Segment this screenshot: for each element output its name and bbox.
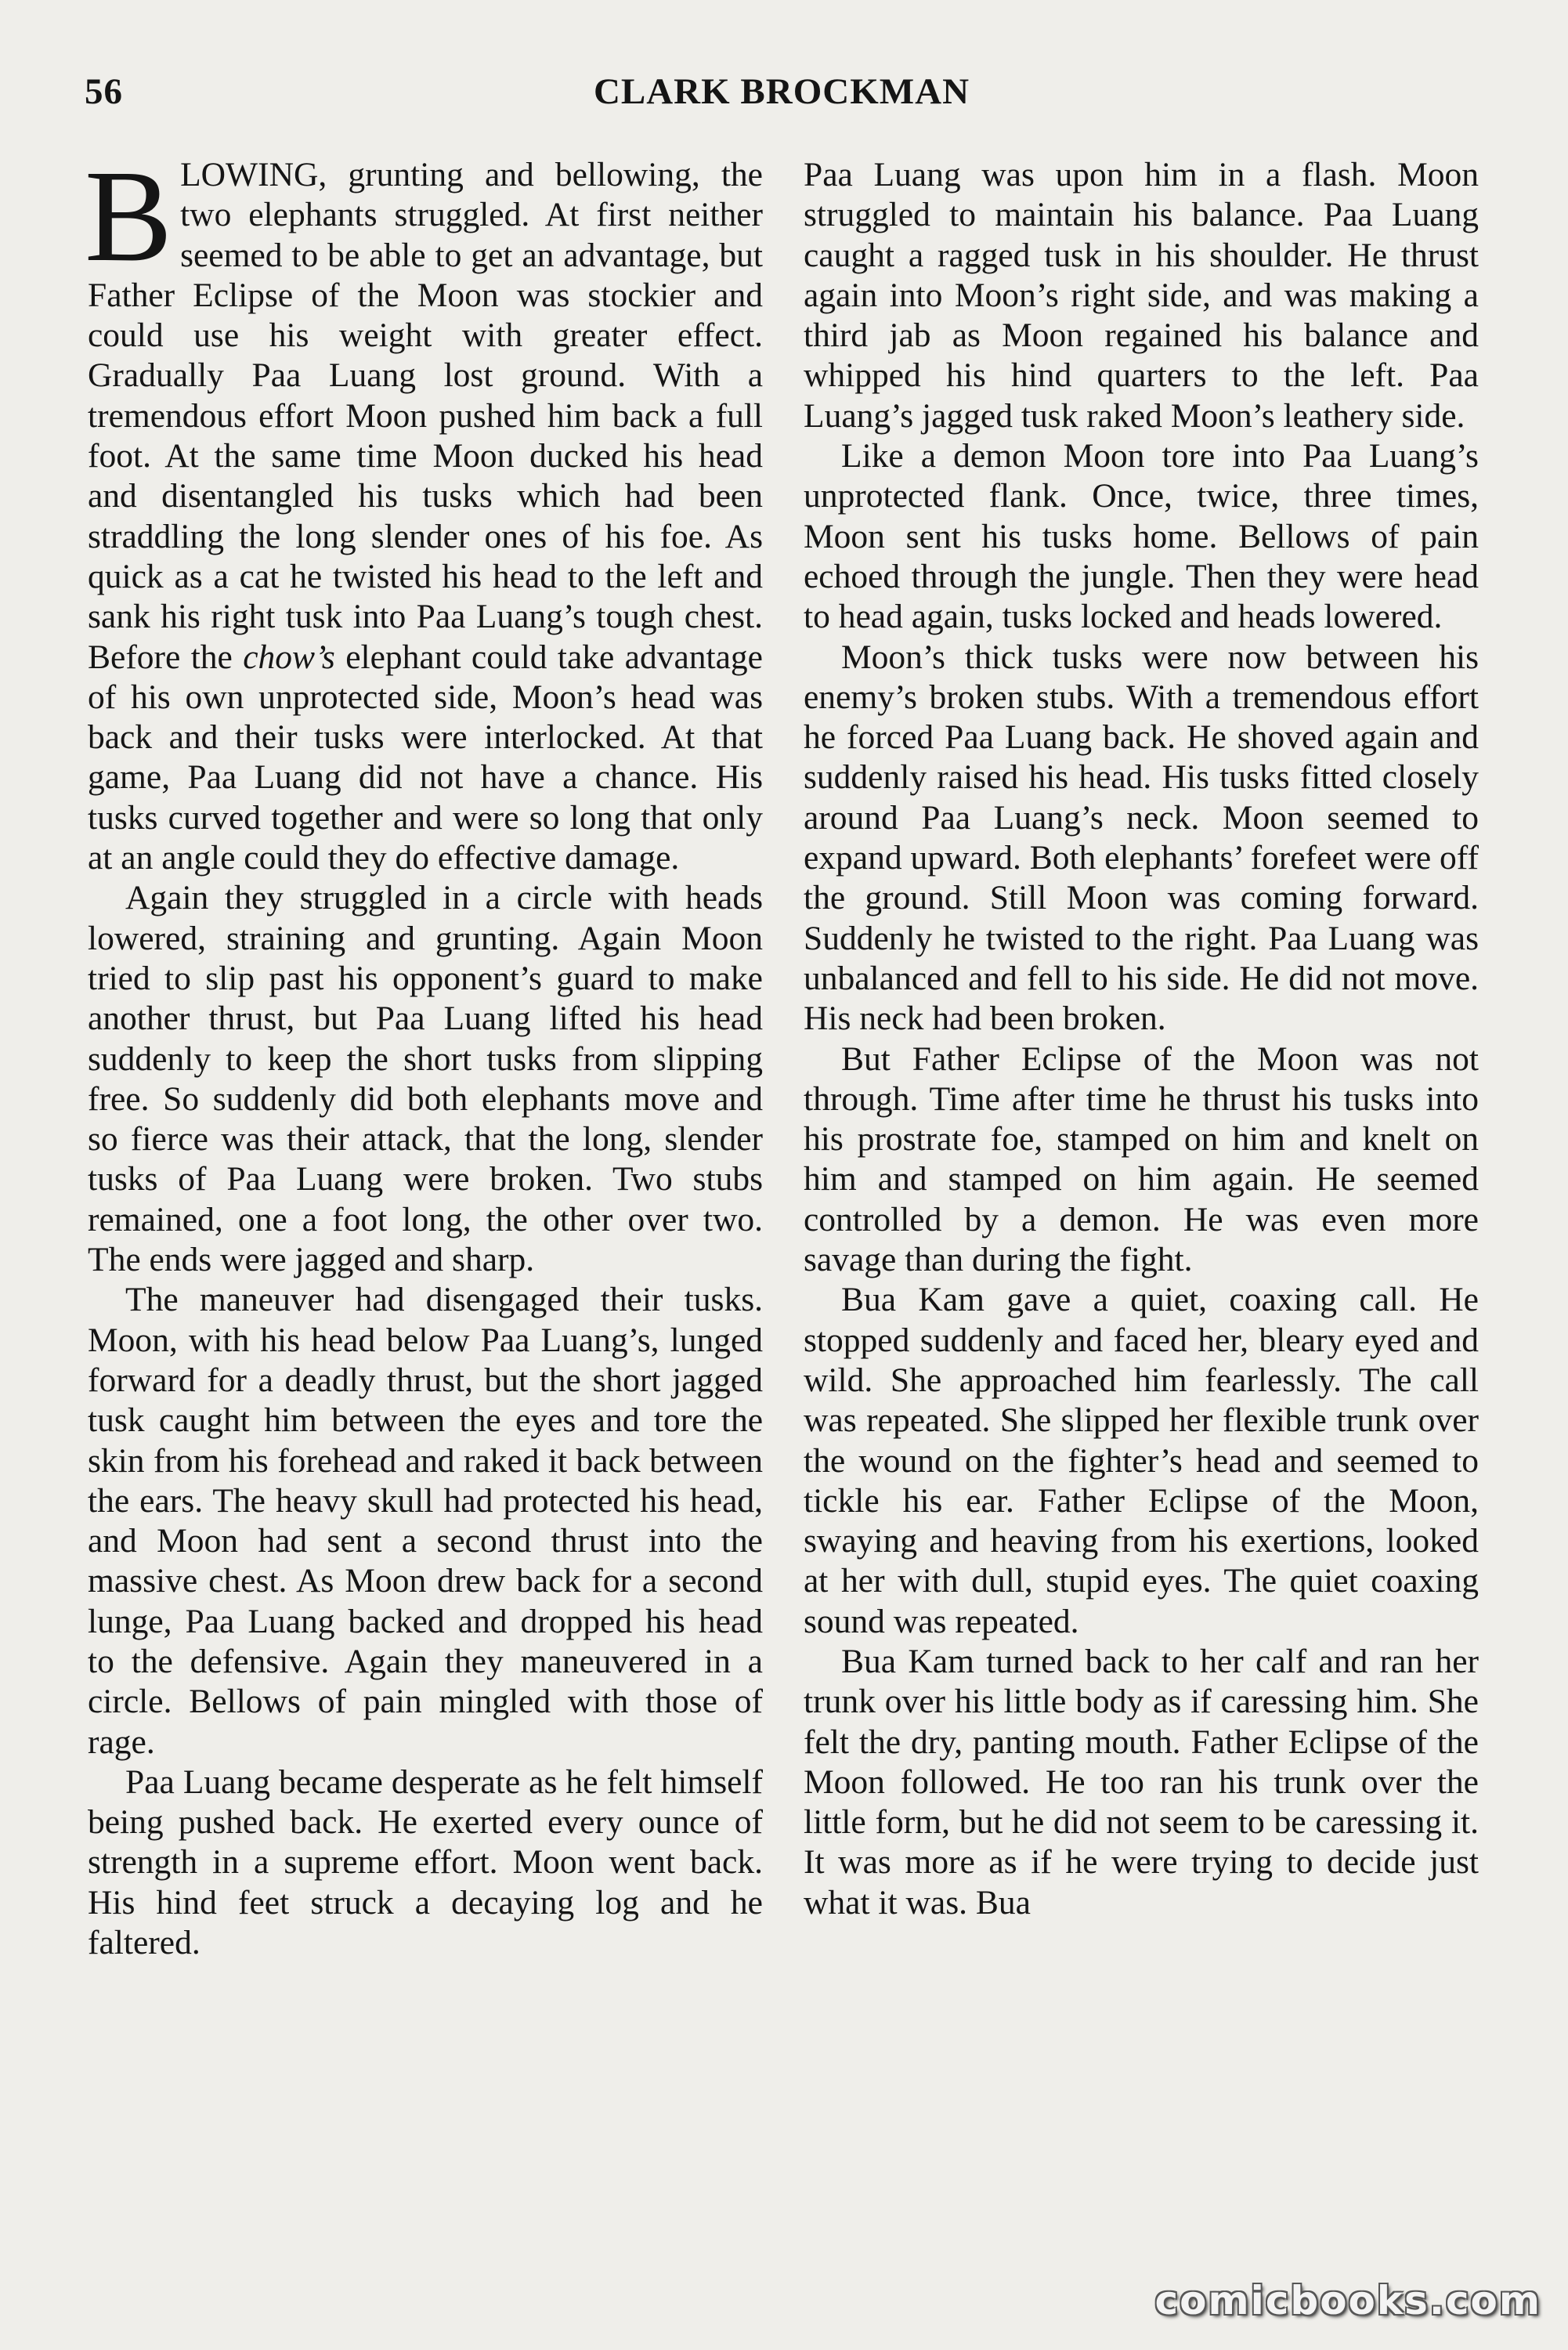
paragraph: Moon’s thick tusks were now between his enemy’s broken stubs. With a tremendous effort he forced Paa Luang back. He shoved again and suddenly raised his head. His tusks fitted closely around Paa Luang’s neck. Moon seemed to expand upward. Both elephants’ forefeet were off the ground. Still Moon was coming forward. Suddenly he twisted to the right. Paa Luang was unbalanced and fell to his side. He did not move. His neck had been broken. (804, 638, 1479, 1038)
page-number: 56 (85, 71, 123, 112)
drop-cap: B (85, 143, 173, 289)
paragraph: Paa Luang was upon him in a flash. Moon struggled to maintain his balance. Paa Luang caught a ragged tusk in his shoulder. He thrust again into Moon’s right side, and was making a third jab as Moon regained his balance and whipped his hind quarters to the left. Paa Luang’s jagged tusk raked Moon’s leathery side. (804, 156, 1479, 435)
italic-word: chow’s (243, 638, 335, 676)
paragraph: But Father Eclipse of the Moon was not through. Time after time he thrust his tusks into his prostrate foe, stamped on him and knelt on him and stamped on him again. He seemed controlled by a demon. He was even more savage than during the fight. (804, 1039, 1479, 1279)
paragraph: Paa Luang became desperate as he felt himself being pushed back. He exerted every ounce of strength in a supreme effort. Moon went back. His hind feet struck a decaying log and he faltered. (88, 1762, 763, 1962)
right-column (804, 155, 1479, 1923)
paragraph: Bua Kam gave a quiet, coaxing call. He stopped suddenly and faced her, bleary eyed and wild. She approached him fearlessly. The call was repeated. She slipped her flexible trunk over the wound on the fighter’s head and seemed to tickle his ear. Father Eclipse of the Moon, swaying and heaving from his exertions, looked at her with dull, stupid eyes. The quiet coaxing sound was repeated. (804, 1281, 1479, 1640)
page-header (85, 70, 1479, 125)
paragraph-text: LOWING, grunting and bellowing, the two elephants struggled. At first neither seemed to be able to get an advantage, but Father Eclipse of the Moon was stockier and could use his weight with greater effect. Gradually Paa Luang lost ground. With a tremendous effort Moon pushed him back a full foot. At the same time Moon ducked his head and disentangled his tusks which had been straddling the long slender ones of his foe. As quick as a cat he twisted his head to the left and sank his right tusk into Paa Luang’s tough chest. Before the (88, 156, 763, 676)
paragraph: Like a demon Moon tore into Paa Luang’s unprotected flank. Once, twice, three times, Moon sent his tusks home. Bellows of pain echoed through the jungle. Then they were head to head again, tusks locked and heads lowered. (804, 437, 1479, 636)
paragraph: Bua Kam turned back to her calf and ran her trunk over his little body as if caressing him. She felt the dry, panting mouth. Father Eclipse of the Moon followed. He too ran his trunk over the little form, but he did not seem to be caressing it. It was more as if he were trying to decide just what it was. Bua (804, 1642, 1479, 1922)
paragraph: Again they struggled in a circle with heads lowered, straining and grunting. Again Moon tried to slip past his opponent’s guard to make another thrust, but Paa Luang lifted his head suddenly to keep the short tusks from slipping free. So suddenly did both elephants move and so fierce was their attack, that the long, slender tusks of Paa Luang were broken. Two stubs remained, one a foot long, the other over two. The ends were jagged and sharp. (88, 879, 763, 1279)
running-head: CLARK BROCKMAN (593, 71, 970, 112)
paragraph (85, 143, 763, 878)
paragraph: The maneuver had disengaged their tusks. Moon, with his head below Paa Luang’s, lunged forward for a deadly thrust, but the short jagged tusk caught him between the eyes and tore the skin from his forehead and raked it back between the ears. The heavy skull had protected his head, and Moon had sent a second thrust into the massive chest. As Moon drew back for a second lunge, Paa Luang backed and dropped his head to the defensive. Again they maneuvered in a circle. Bellows of pain mingled with those of rage. (88, 1281, 763, 1761)
watermark-logo: comicbooks.com (1154, 2278, 1541, 2323)
paragraph-text: elephant could take advantage of his own unprotected side, Moon’s head was back and their tusks were interlocked. At that game, Paa Luang did not have a chance. His tusks curved together and were so long that only at an angle could they do effective damage. (88, 638, 763, 877)
left-column (85, 143, 763, 1963)
